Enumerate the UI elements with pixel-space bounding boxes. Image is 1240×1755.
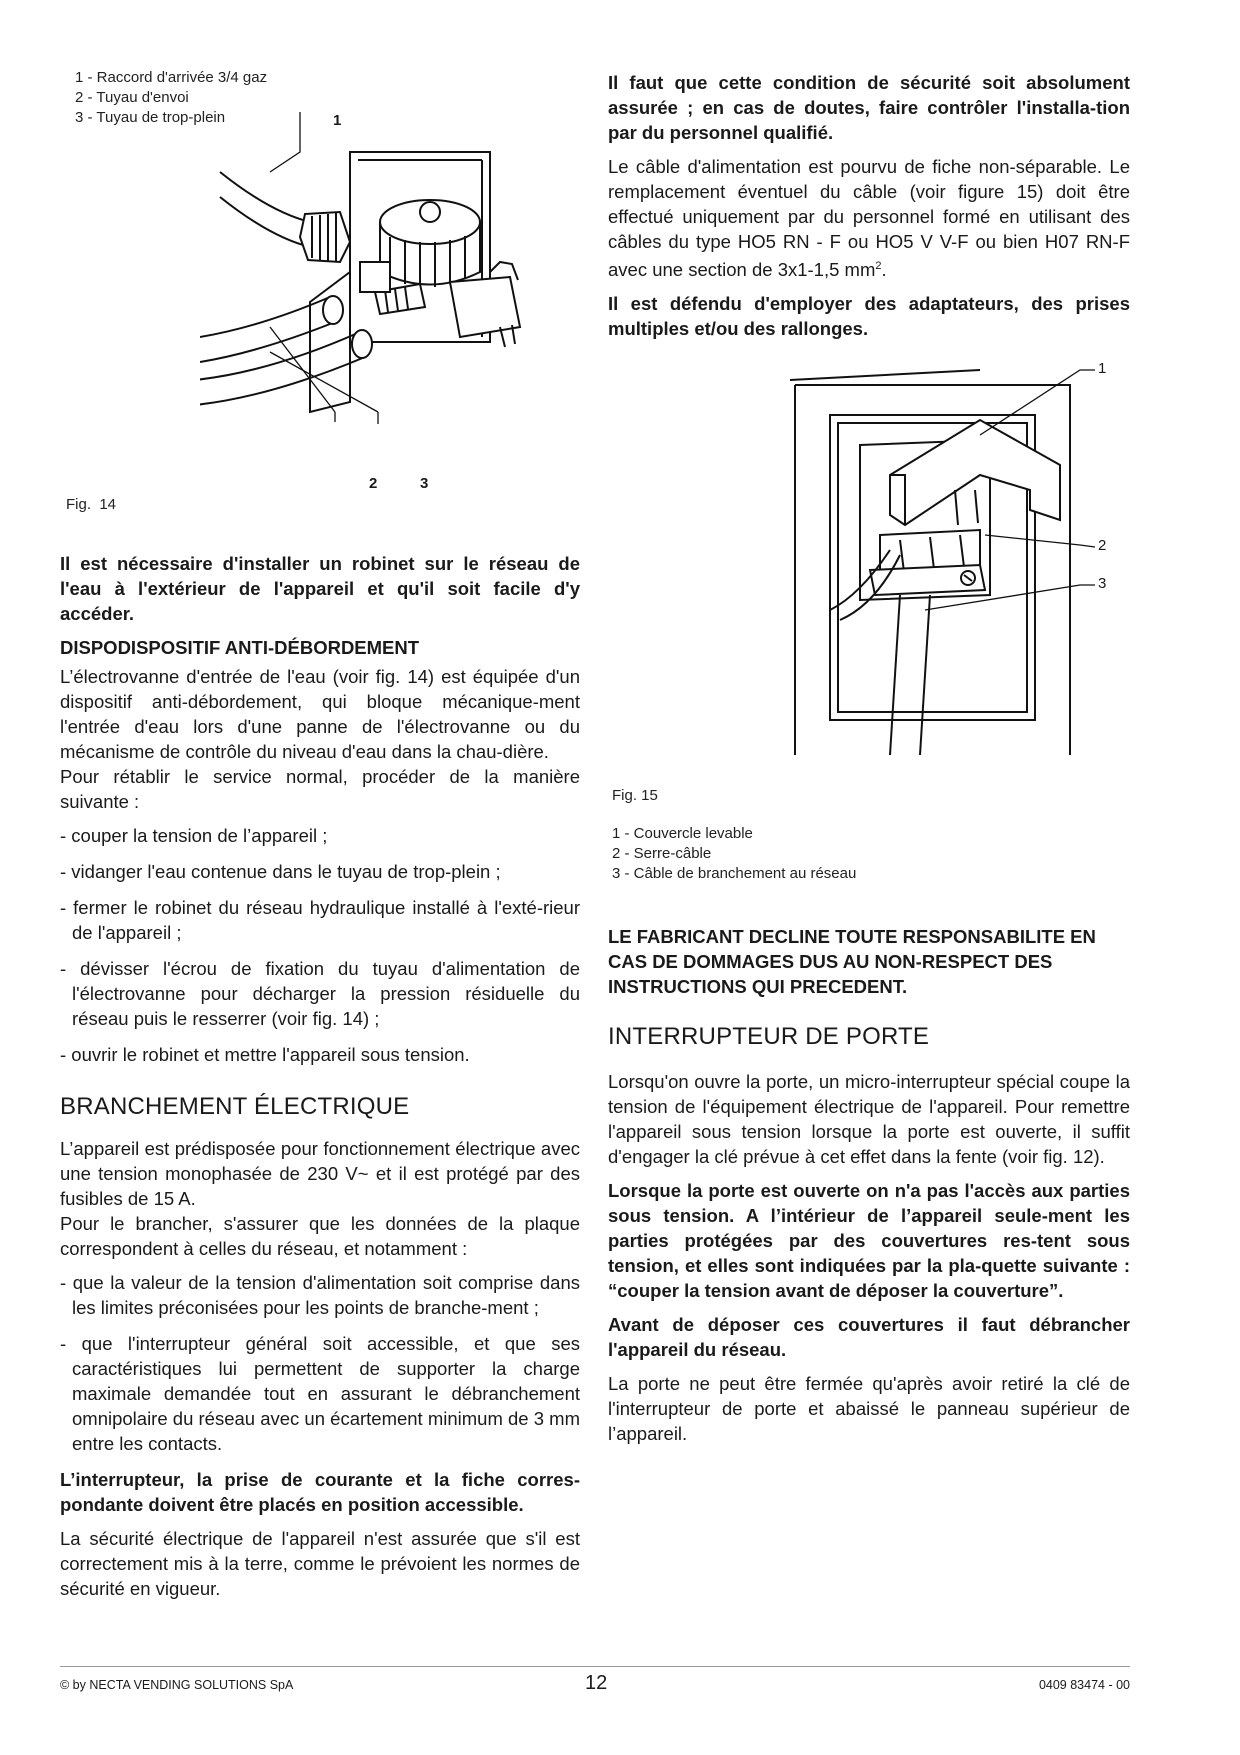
electrical-voltage-text: L’appareil est prédisposée pour fonctionnement électrique avec une tension monophasée de 230 V~ et il est protégé par des fusibles de 15 A. bbox=[60, 1138, 580, 1209]
footer-rule bbox=[60, 1666, 1130, 1667]
fig14-caption: Fig. 14 bbox=[66, 496, 117, 513]
cable-replacement-end: . bbox=[881, 259, 887, 281]
restore-step: - couper la tension de l’appareil ; bbox=[60, 825, 328, 846]
electrical-check-item: - que l'interrupteur général soit accessible, et que ses caractéristiques lui permettent de supporter la charge maximale demandée tout en assurant le débranchement omnipolaire du réseau avec un écartement minimum de 3 mm entre les contacts. bbox=[60, 1333, 580, 1454]
door-open-safety-note: Lorsque la porte est ouverte on n'a pas l'accès aux parties sous tension. A l’intérieur de l’appareil seule-ment les parties protégées par des couvertures res-tent sous tension, et elles sont indiquées par la pla-quette suivante : “couper la tension avant de déposer la couverture”. bbox=[608, 1180, 1130, 1301]
fig15-legend-item: 3 - Câble de branchement au réseau bbox=[612, 865, 857, 882]
restore-step: - fermer le robinet du réseau hydraulique installé à l'exté-rieur de l'appareil ; bbox=[60, 897, 580, 943]
fig14-callout-3: 3 bbox=[420, 475, 429, 492]
electrical-check-item: - que la valeur de la tension d'alimentation soit comprise dans les limites préconisées pour les points de branche-ment ; bbox=[60, 1272, 580, 1318]
disconnect-before-removing-note: Avant de déposer ces couvertures il faut débrancher l'appareil du réseau. bbox=[608, 1314, 1130, 1360]
restore-step: - vidanger l'eau contenue dans le tuyau de trop-plein ; bbox=[60, 861, 501, 882]
manufacturer-disclaimer: LE FABRICANT DECLINE TOUTE RESPONSABILITE EN CAS DE DOMMAGES DUS AU NON-RESPECT DES INSTRUCTIONS QUI PRECEDENT. bbox=[608, 926, 1096, 997]
restore-service-intro: Pour rétablir le service normal, procéder de la manière suivante : bbox=[60, 766, 580, 812]
document-code: 0409 83474 - 00 bbox=[1038, 1678, 1130, 1692]
fig14-legend-item: 2 - Tuyau d'envoi bbox=[75, 89, 189, 106]
earthing-note: La sécurité électrique de l'appareil n'est assurée que s'il est correctement mis à la terre, comme le prévoient les normes de sécurité en vigueur. bbox=[60, 1528, 580, 1599]
footer-copyright: © by NECTA VENDING SOLUTIONS SpA bbox=[60, 1678, 294, 1692]
fig14-legend-item: 3 - Tuyau de trop-plein bbox=[75, 109, 226, 126]
restore-step: - dévisser l'écrou de fixation du tuyau d'alimentation de l'électrovanne pour décharger la pression résiduelle du réseau puis le resserrer (voir fig. 14) ; bbox=[60, 958, 580, 1029]
fig15-callout-2: 2 bbox=[1098, 537, 1107, 554]
door-switch-heading: INTERRUPTEUR DE PORTE bbox=[608, 1023, 930, 1050]
cable-section-exponent: 2 bbox=[875, 260, 882, 272]
fig15-callout-3: 3 bbox=[1098, 575, 1107, 592]
fig14-callout-1: 1 bbox=[333, 112, 342, 129]
door-switch-desc: Lorsqu'on ouvre la porte, un micro-interrupteur spécial coupe la tension de l'équipement électrique de l'appareil. Pour remettre l'appareil sous tension lorsque la porte est ouverte, il suffit d'engager la clé prévue à cet effet dans la fente (voir fig. 12). bbox=[608, 1071, 1130, 1167]
adapters-forbidden-note: Il est défendu d'employer des adaptateurs, des prises multiples et/ou des rallonges. bbox=[608, 293, 1130, 340]
cable-replacement-text bbox=[608, 154, 1130, 282]
safety-condition-note: Il faut que cette condition de sécurité soit absolument assurée ; en cas de doutes, faire contrôler l'installa-tion par du personnel qualifié. bbox=[608, 72, 1130, 143]
anti-overflow-heading: DISPODISPOSITIF ANTI-DÉBORDEMENT bbox=[60, 637, 420, 658]
anti-overflow-desc: L’électrovanne d'entrée de l'eau (voir fig. 14) est équipée d'un dispositif anti-débordement, qui bloque mécanique-ment l'entrée d'eau lors d'une panne de l'électrovanne ou du mécanisme de contrôle du niveau d'eau dans la chau-dière. bbox=[60, 666, 580, 762]
fig15-legend-item: 1 - Couvercle levable bbox=[612, 825, 753, 842]
fig15-callout-1: 1 bbox=[1098, 360, 1107, 377]
switch-access-note: L’interrupteur, la prise de courante et la fiche corres-pondante doivent être placés en position accessible. bbox=[60, 1469, 580, 1515]
water-tap-note: Il est nécessaire d'installer un robinet sur le réseau de l'eau à l'extérieur de l'appareil et qu'il soit facile d'y accéder. bbox=[60, 553, 580, 624]
fig14-drawing bbox=[200, 112, 590, 502]
fig15-legend-item: 2 - Serre-câble bbox=[612, 845, 712, 862]
restore-step: - ouvrir le robinet et mettre l'appareil sous tension. bbox=[60, 1044, 470, 1065]
fig15-drawing bbox=[780, 365, 1130, 755]
electrical-check-intro: Pour le brancher, s'assurer que les données de la plaque correspondent à celles du réseau, et notamment : bbox=[60, 1213, 580, 1259]
fig14-callout-2: 2 bbox=[369, 475, 378, 492]
cable-replacement-main: Le câble d'alimentation est pourvu de fiche non-séparable. Le remplacement éventuel du câble (voir figure 15) doit être effectué uniquement par du personnel formé en utilisant des câbles du type HO5 RN - F ou HO5 V V-F ou bien H07 RN-F avec une section de 3x1-1,5 mm bbox=[608, 156, 1130, 281]
electrical-connection-heading: BRANCHEMENT ÉLECTRIQUE bbox=[60, 1093, 410, 1120]
left-column bbox=[60, 551, 580, 1610]
fig15-legend bbox=[612, 824, 856, 884]
page-number: 12 bbox=[585, 1672, 608, 1694]
fig14-legend-item: 1 - Raccord d'arrivée 3/4 gaz bbox=[75, 69, 268, 86]
door-closing-note: La porte ne peut être fermée qu'après avoir retiré la clé de l'interrupteur de porte et abaissé le panneau supérieur de l’appareil. bbox=[608, 1373, 1130, 1444]
right-column-top bbox=[608, 70, 1130, 350]
fig15-caption: Fig. 15 bbox=[612, 787, 658, 804]
right-column-bottom bbox=[608, 924, 1130, 1455]
